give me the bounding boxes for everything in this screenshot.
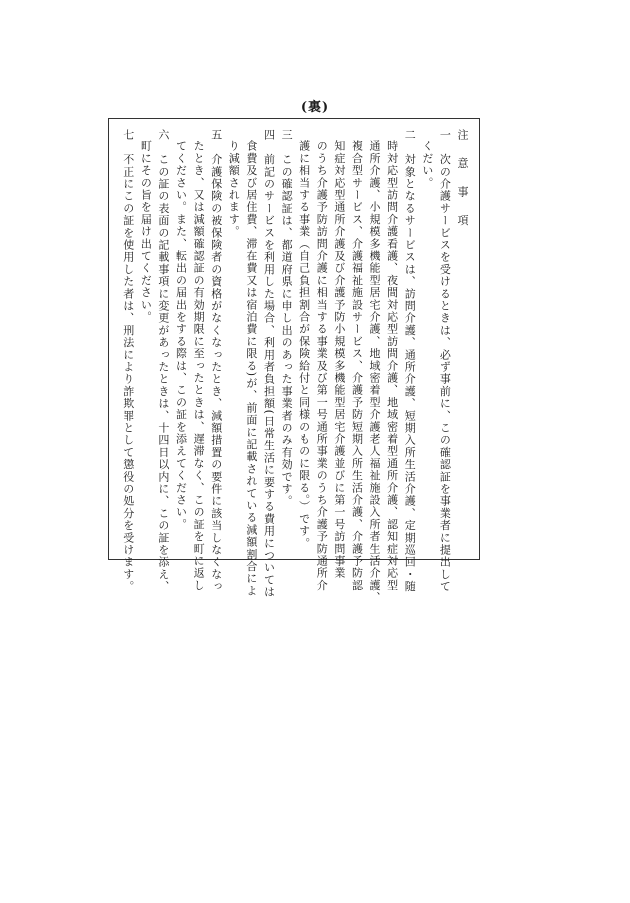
note-line: 一 次の介護サービスを受けるときは、必ず事前に、この確認証を事業者に提出して (438, 129, 452, 593)
note-line: 時対応型訪問介護看護、夜間対応型訪問介護、地域密着型通所介護、認知症対応型 (385, 140, 399, 592)
notes-body (119, 129, 471, 604)
note-line: り減額されます。 (227, 140, 241, 238)
notes-frame (108, 118, 480, 604)
note-line: 五 介護保険の被保険者の資格がなくなったとき、減額措置の要件に該当しなくなっ (209, 129, 223, 593)
notes-title: 注 意 事 項 (456, 129, 469, 233)
note-line: くだい。 (420, 140, 434, 189)
note-line: 六 この証の表面の記載事項に変更があったときは、十四日以内に、この証を添え、 (156, 129, 170, 593)
note-line: たとき、又は減額確認証の有効期限に至ったときは、遅滞なく、この証を町に返し (192, 140, 206, 592)
note-line: 通所介護、小規模多機能型居宅介護、地域密着型介護老人福祉施設入所者生活介護、 (368, 140, 382, 604)
note-line: 町にその旨を届け出てください。 (139, 140, 153, 323)
note-line: 七 不正にこの証を使用した者は、刑法により詐欺罪として懲役の処分を受けます。 (121, 129, 135, 593)
note-line: てください。また、転出の届出をする際は、この証を添えてください。 (174, 140, 188, 531)
note-line: 食費及び居住費、滞在費又は宿泊費に限る)が、前面に記載されている減額割合によ (244, 140, 258, 597)
note-line: 二 対象となるサービスは、訪問介護、通所介護、短期入所生活介護、定期巡回・随 (403, 129, 417, 593)
note-line: 護に相当する事業（自己負担割合が保険給付と同様のものに限る。）です。 (297, 140, 311, 550)
note-line: 知症対応型通所介護及び介護予防小規模多機能型居宅介護並びに第一号訪問事業 (332, 140, 346, 580)
note-line: 四 前記のサービスを利用した場合、利用者負担額(日常生活に要する費用については (262, 129, 276, 599)
note-line: 複合型サービス、介護福祉施設サービス、介護予防短期入所生活介護、介護予防認 (350, 140, 364, 592)
note-line: 三 この確認証は、都道府県に申し出のあった事業者のみ有効です。 (280, 129, 294, 508)
note-line: のうち介護予防訪問介護に相当する事業及び第一号通所事業のうち介護予防通所介 (315, 140, 329, 592)
page-heading: (裏) (300, 100, 330, 115)
